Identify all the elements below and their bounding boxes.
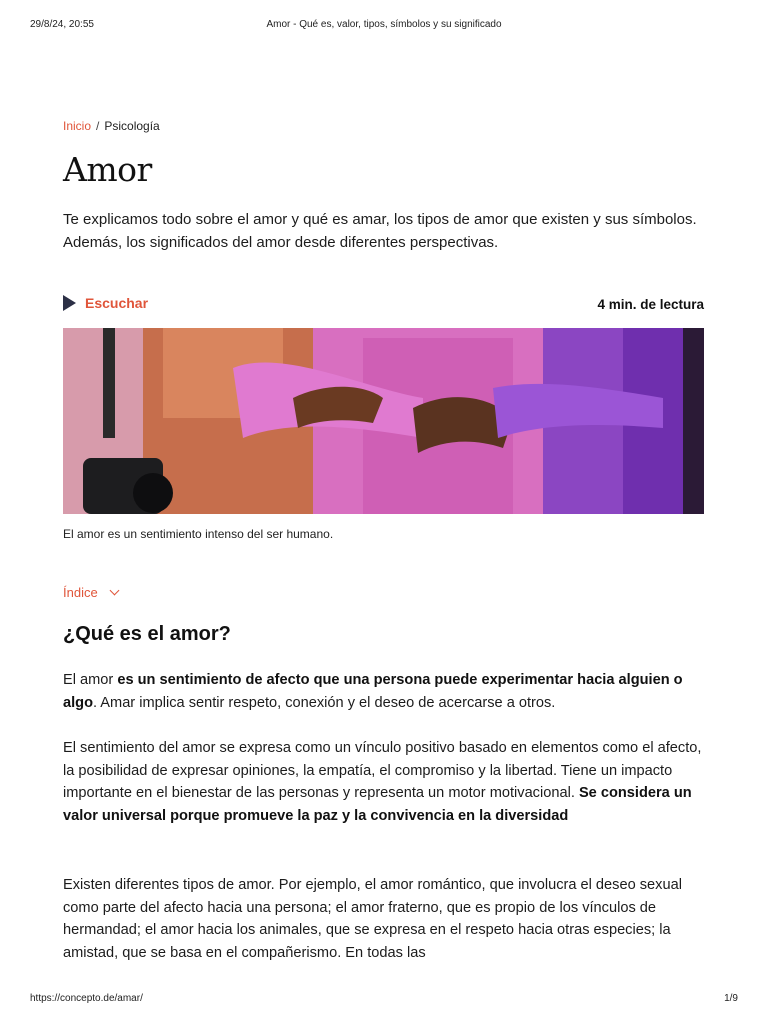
page-title: Amor: [63, 150, 152, 189]
toc-label: Índice: [63, 585, 98, 600]
breadcrumb: [63, 119, 160, 133]
hero-image-illustration: [63, 328, 704, 514]
paragraph-1-bold: es un sentimiento de afecto que una persona puede experimentar hacia alguien o algo: [63, 672, 683, 711]
reading-time: 4 min. de lectura: [597, 297, 704, 312]
paragraph-3: Existen diferentes tipos de amor. Por ejemplo, el amor romántico, que involucra el deseo sexual como parte del afecto hacia una persona; el amor fraterno, que es propio de los vínculos de hermandad; el amor hacia los animales, que se expresa en el respeto hacia otras especies; la amistad, que se basa en el compañerismo. En todas las: [63, 877, 682, 961]
toc-toggle[interactable]: [63, 585, 118, 600]
print-header: [30, 19, 738, 33]
paragraph-2-text-a: El sentimiento del amor se expresa como un vínculo positivo basado en elementos como el afecto, la posibilidad de expresar opiniones, la empatía, el compromiso y la libertad. Tiene un impacto importante en el bienestar de las personas y representa un motor motivacional.: [63, 740, 702, 801]
chevron-down-icon: [109, 586, 119, 596]
paragraph-2: [63, 737, 704, 827]
print-footer: [30, 993, 738, 1007]
listen-bar: [63, 295, 704, 315]
print-page-number: 1/9: [724, 993, 738, 1004]
hero-image: [63, 328, 704, 514]
paragraph-1-text-c: . Amar implica sentir respeto, conexión y el deseo de acercarse a otros.: [93, 694, 556, 711]
article-lead: Te explicamos todo sobre el amor y qué es amar, los tipos de amor que existen y sus símbolos. Además, los significados del amor desde diferentes perspectivas.: [63, 211, 697, 251]
paragraph-2-bold: Se considera un valor universal porque promueve la paz y la convivencia en la diversidad: [63, 785, 692, 824]
paragraph-1-text-a: El amor: [63, 672, 118, 688]
print-url: https://concepto.de/amar/: [30, 993, 143, 1004]
image-caption: El amor es un sentimiento intenso del ser humano.: [63, 527, 334, 541]
print-document-title: Amor - Qué es, valor, tipos, símbolos y su significado: [266, 19, 502, 30]
breadcrumb-current[interactable]: Psicología: [104, 119, 160, 133]
listen-button[interactable]: [63, 295, 148, 311]
section-heading: ¿Qué es el amor?: [63, 623, 231, 645]
paragraph-1: [63, 669, 704, 714]
breadcrumb-separator: /: [96, 119, 100, 133]
breadcrumb-home-link[interactable]: Inicio: [63, 119, 92, 133]
play-icon: [63, 295, 76, 311]
print-datetime: 29/8/24, 20:55: [30, 19, 94, 30]
listen-label: Escuchar: [85, 295, 149, 311]
